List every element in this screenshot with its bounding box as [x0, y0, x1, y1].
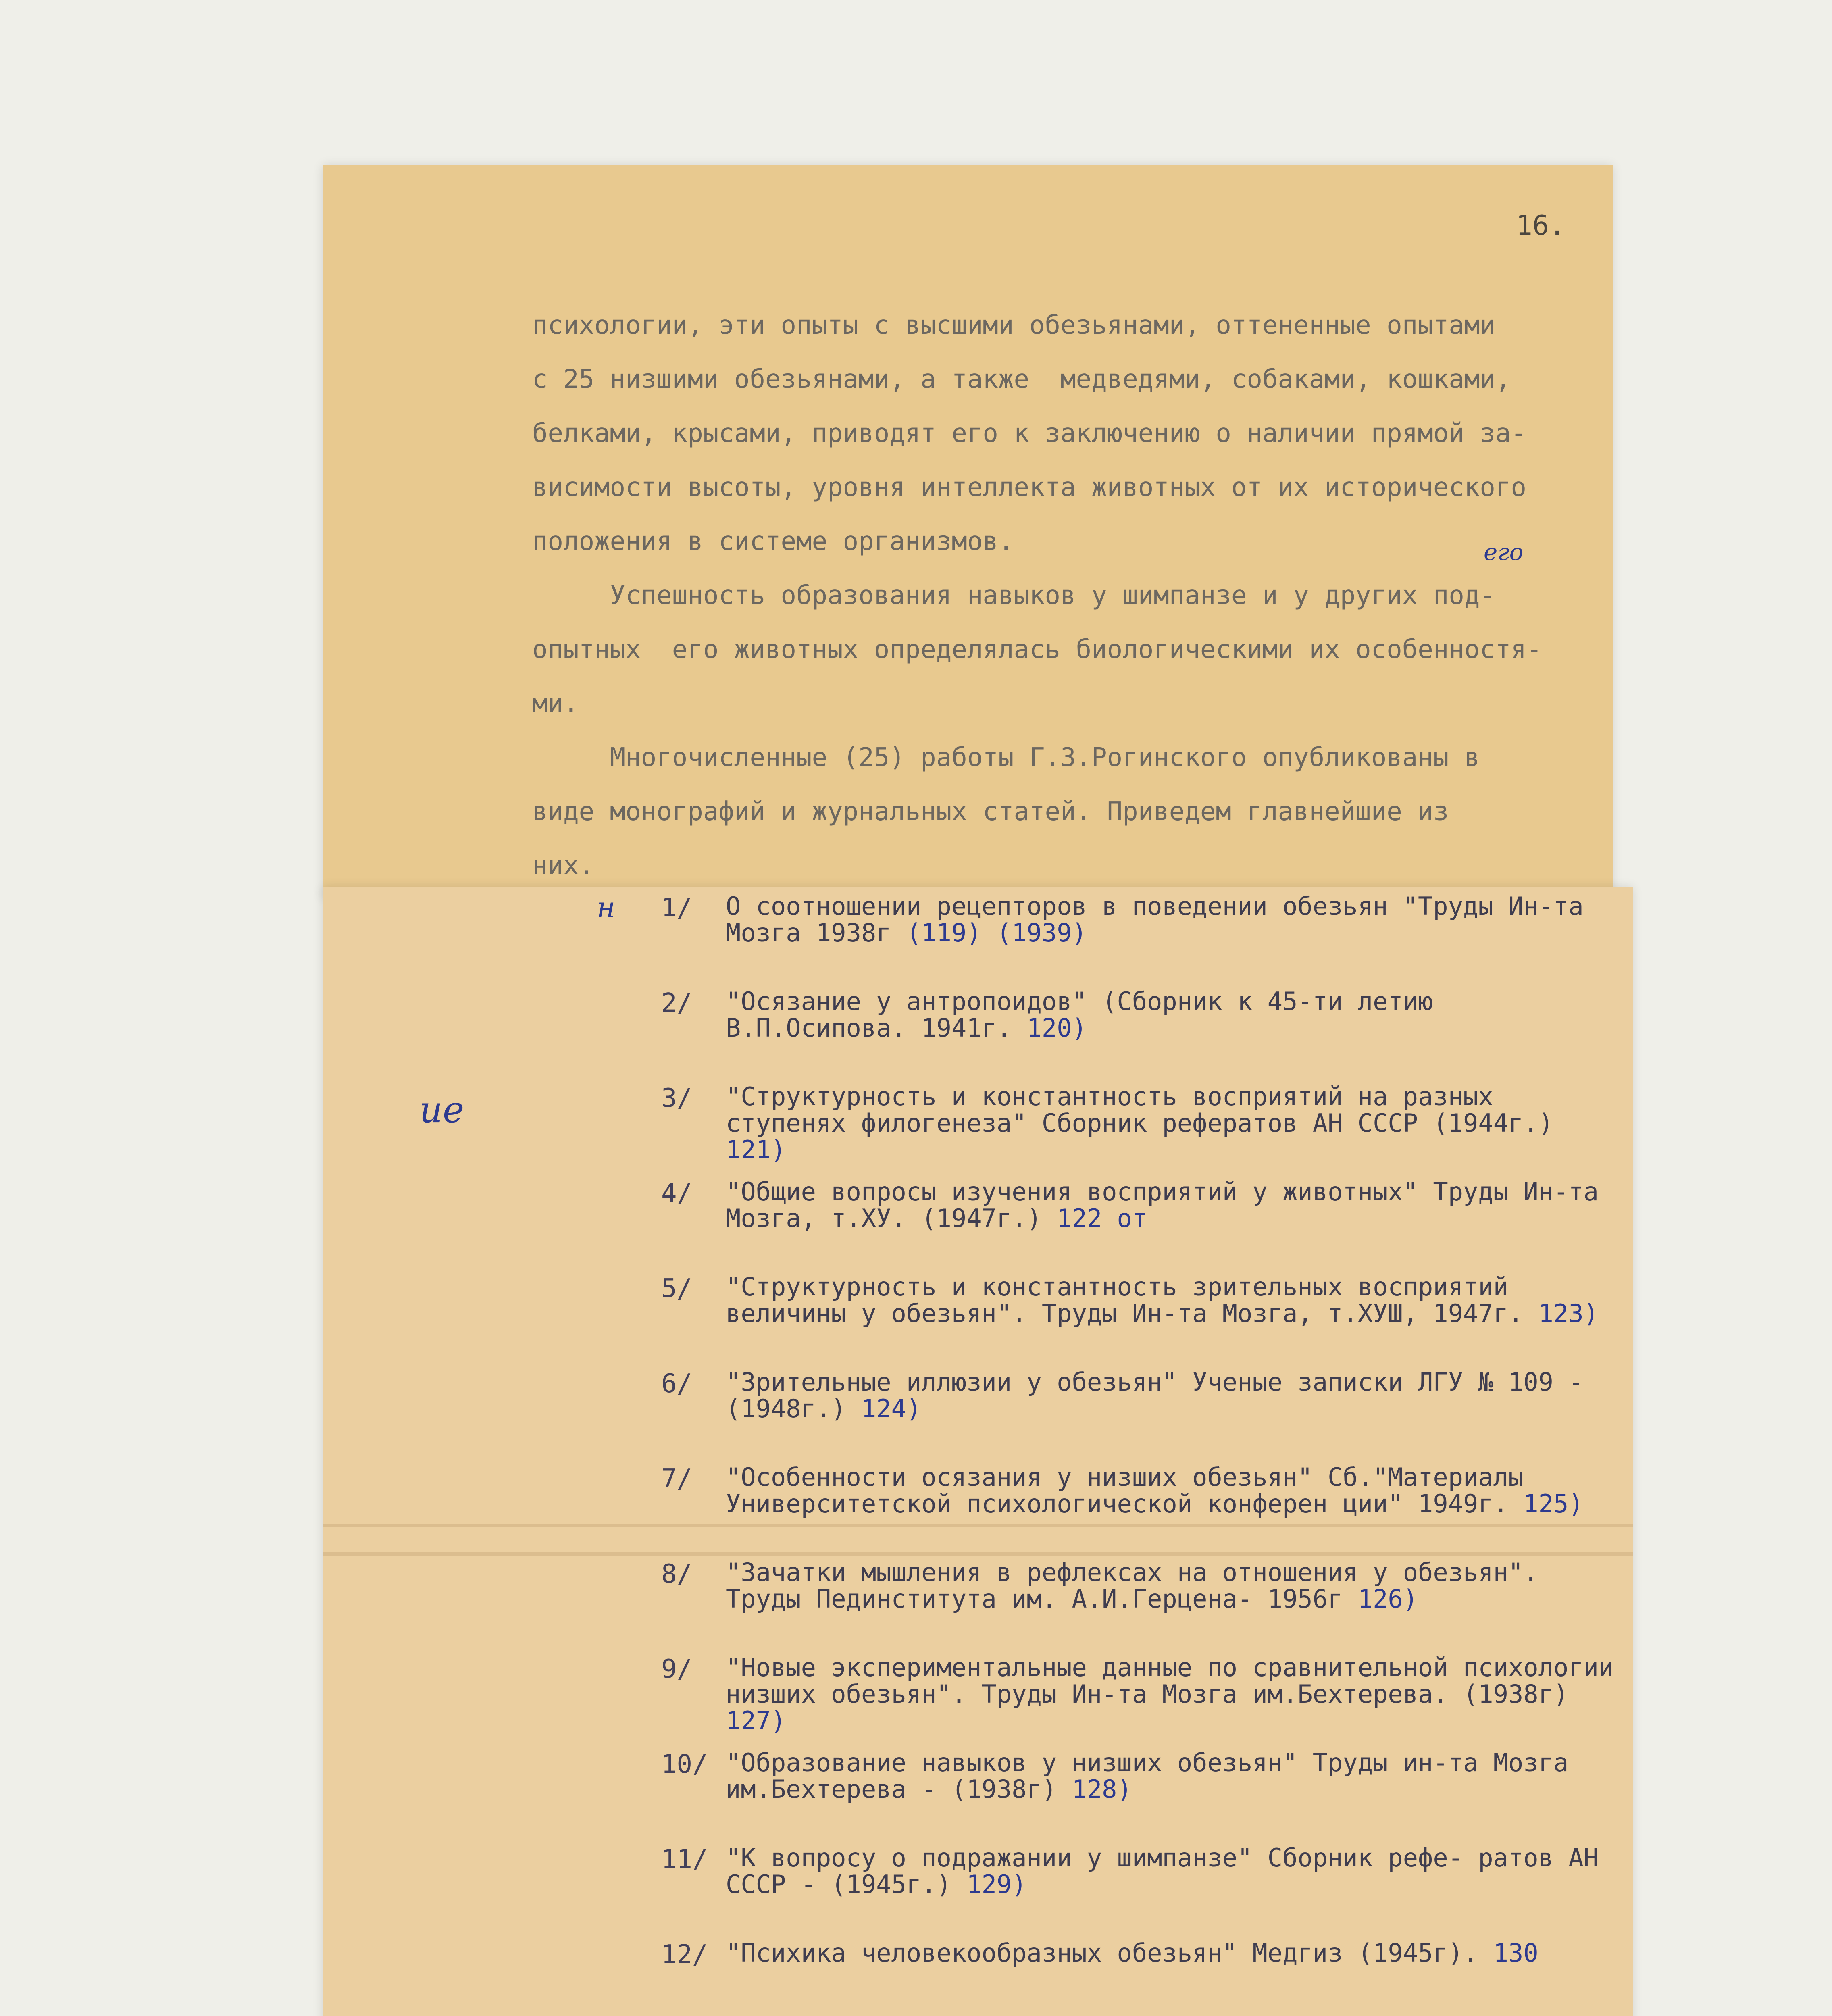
handwritten-reference-number: 123)	[1538, 1299, 1599, 1328]
reference-item	[661, 1749, 1621, 1845]
reference-item	[661, 1369, 1621, 1464]
reference-source: ратов АН СССР - (1945г.)	[726, 1843, 1599, 1899]
reference-text	[726, 1749, 1621, 1803]
reference-text	[726, 1179, 1621, 1232]
reference-text	[726, 1369, 1621, 1422]
reference-text	[726, 1654, 1621, 1734]
handwritten-insertion: его	[1484, 538, 1524, 566]
margin-mark: н	[597, 891, 616, 924]
reference-title: "Осязание у антропоидов" (Сборник к 45-ти летию	[726, 987, 1433, 1016]
reference-text	[726, 893, 1621, 946]
paragraph: Многочисленные (25) работы Г.З.Рогинского опубликованы в виде монографий и журнальных статей. Приведем главнейшие из них.	[532, 743, 1480, 881]
reference-item	[661, 1274, 1621, 1369]
reference-number: 9/	[661, 1654, 693, 1684]
reference-title: "Структурность и константность зрительных восприятий величины у обезьян".	[726, 1272, 1509, 1328]
reference-text	[726, 1940, 1621, 1966]
reference-text	[726, 1083, 1621, 1163]
reference-source: "Труды Ин-та Мозга 1938г	[726, 891, 1584, 948]
reference-text	[726, 1559, 1621, 1612]
reference-title: "Психика человекообразных обезьян" Медгиз	[726, 1938, 1343, 1968]
body-text	[532, 298, 1605, 893]
reference-source: Труды Ин-та Мозга, т.ХУ. (1947г.)	[726, 1177, 1599, 1233]
reference-title: "Особенности осязания у низших обезьян" Сб."Материалы Университетской психологической конферен	[726, 1462, 1524, 1518]
handwritten-note: от	[1117, 1204, 1147, 1233]
reference-item	[661, 893, 1621, 988]
handwritten-reference-number: (119)	[906, 918, 982, 948]
reference-number: 5/	[661, 1274, 693, 1304]
reference-number: 1/	[661, 893, 693, 923]
reference-source: № 109 - (1948г.)	[726, 1367, 1584, 1423]
reference-title: О соотношении рецепторов в поведении обезьян	[726, 891, 1388, 921]
reference-item	[661, 1179, 1621, 1274]
reference-title: "Новые экспериментальные данные по сравнительной психологии низших обезьян". Труды Ин-та Мозга	[726, 1653, 1614, 1709]
reference-title: "Структурность и константность восприятий на разных ступенях филогенеза"	[726, 1082, 1493, 1138]
handwritten-reference-number: 126)	[1357, 1584, 1418, 1614]
reference-number: 3/	[661, 1083, 693, 1113]
handwritten-reference-number: 120)	[1026, 1013, 1087, 1043]
reference-source: 1956г	[1267, 1584, 1343, 1614]
reference-title: "Зрительные иллюзии у обезьян" Ученые записки ЛГУ	[726, 1367, 1464, 1397]
reference-title: "Общие вопросы изучения восприятий у животных"	[726, 1177, 1418, 1206]
reference-number: 2/	[661, 988, 693, 1018]
reference-item	[661, 1083, 1621, 1179]
page-number: 16.	[1516, 210, 1566, 242]
reference-number: 6/	[661, 1369, 693, 1399]
reference-number: 7/	[661, 1464, 693, 1494]
paragraph: психологии, эти опыты с высшими обезьянами, оттененные опытами с 25 низшими обезьянами, а также медведями, собаками, кошками, белками, крысами, приводят его к заключению о наличии прямой за- висимости высоты, уровня интеллекта животных от их исторического положения в системе организмов.	[532, 310, 1526, 556]
reference-source: В.П.Осипова. 1941г.	[726, 1013, 1012, 1043]
handwritten-note: 130	[1493, 1938, 1538, 1968]
reference-item	[661, 988, 1621, 1083]
reference-item	[661, 1464, 1621, 1559]
reference-number: 4/	[661, 1179, 693, 1208]
reference-list	[661, 893, 1621, 2016]
handwritten-reference-number: 125)	[1523, 1489, 1584, 1518]
handwritten-reference-number: 127)	[726, 1706, 786, 1735]
reference-source: (1945г).	[1357, 1938, 1478, 1968]
reference-source: ин-та Мозга им.Бехтерева - (1938г)	[726, 1748, 1569, 1804]
reference-source: Сборник рефератов АН СССР (1944г.)	[1041, 1108, 1553, 1138]
reference-text	[726, 988, 1621, 1041]
paragraph: Успешность образования навыков у шимпанзе и у других под- опытных его животных определялась биологическими их особенностя- ми.	[532, 581, 1542, 719]
reference-item	[661, 1845, 1621, 1940]
reference-number: 10/	[661, 1749, 708, 1779]
reference-number: 8/	[661, 1559, 693, 1589]
margin-mark: ие	[419, 1089, 464, 1131]
handwritten-reference-number: 128)	[1072, 1774, 1132, 1804]
reference-title: "Образование навыков у низших обезьян" Труды	[726, 1748, 1388, 1777]
reference-text	[726, 1845, 1621, 1898]
reference-item	[661, 1559, 1621, 1654]
reference-title: "Зачатки мышления в рефлексах на отношения у обезьян". Труды Пединститута им. А.И.Герцена-	[726, 1558, 1538, 1614]
reference-source: ции" 1949г.	[1343, 1489, 1509, 1518]
reference-item	[661, 1654, 1621, 1749]
reference-text	[726, 1274, 1621, 1327]
reference-item	[661, 1940, 1621, 2016]
reference-source: Труды Ин-та Мозга, т.ХУШ, 1947г.	[1041, 1299, 1524, 1328]
reference-number: 11/	[661, 1845, 708, 1874]
reference-text	[726, 1464, 1621, 1517]
handwritten-reference-number: 124)	[861, 1394, 922, 1423]
reference-title: "К вопросу о подражании у шимпанзе" Сборник рефе-	[726, 1843, 1464, 1872]
handwritten-reference-number: 121)	[726, 1135, 786, 1164]
reference-number: 12/	[661, 1940, 708, 1970]
handwritten-note: (1939)	[996, 918, 1087, 948]
handwritten-reference-number: 122	[1057, 1204, 1102, 1233]
reference-source: им.Бехтерева. (1938г)	[1252, 1679, 1569, 1709]
handwritten-reference-number: 129)	[966, 1870, 1027, 1899]
